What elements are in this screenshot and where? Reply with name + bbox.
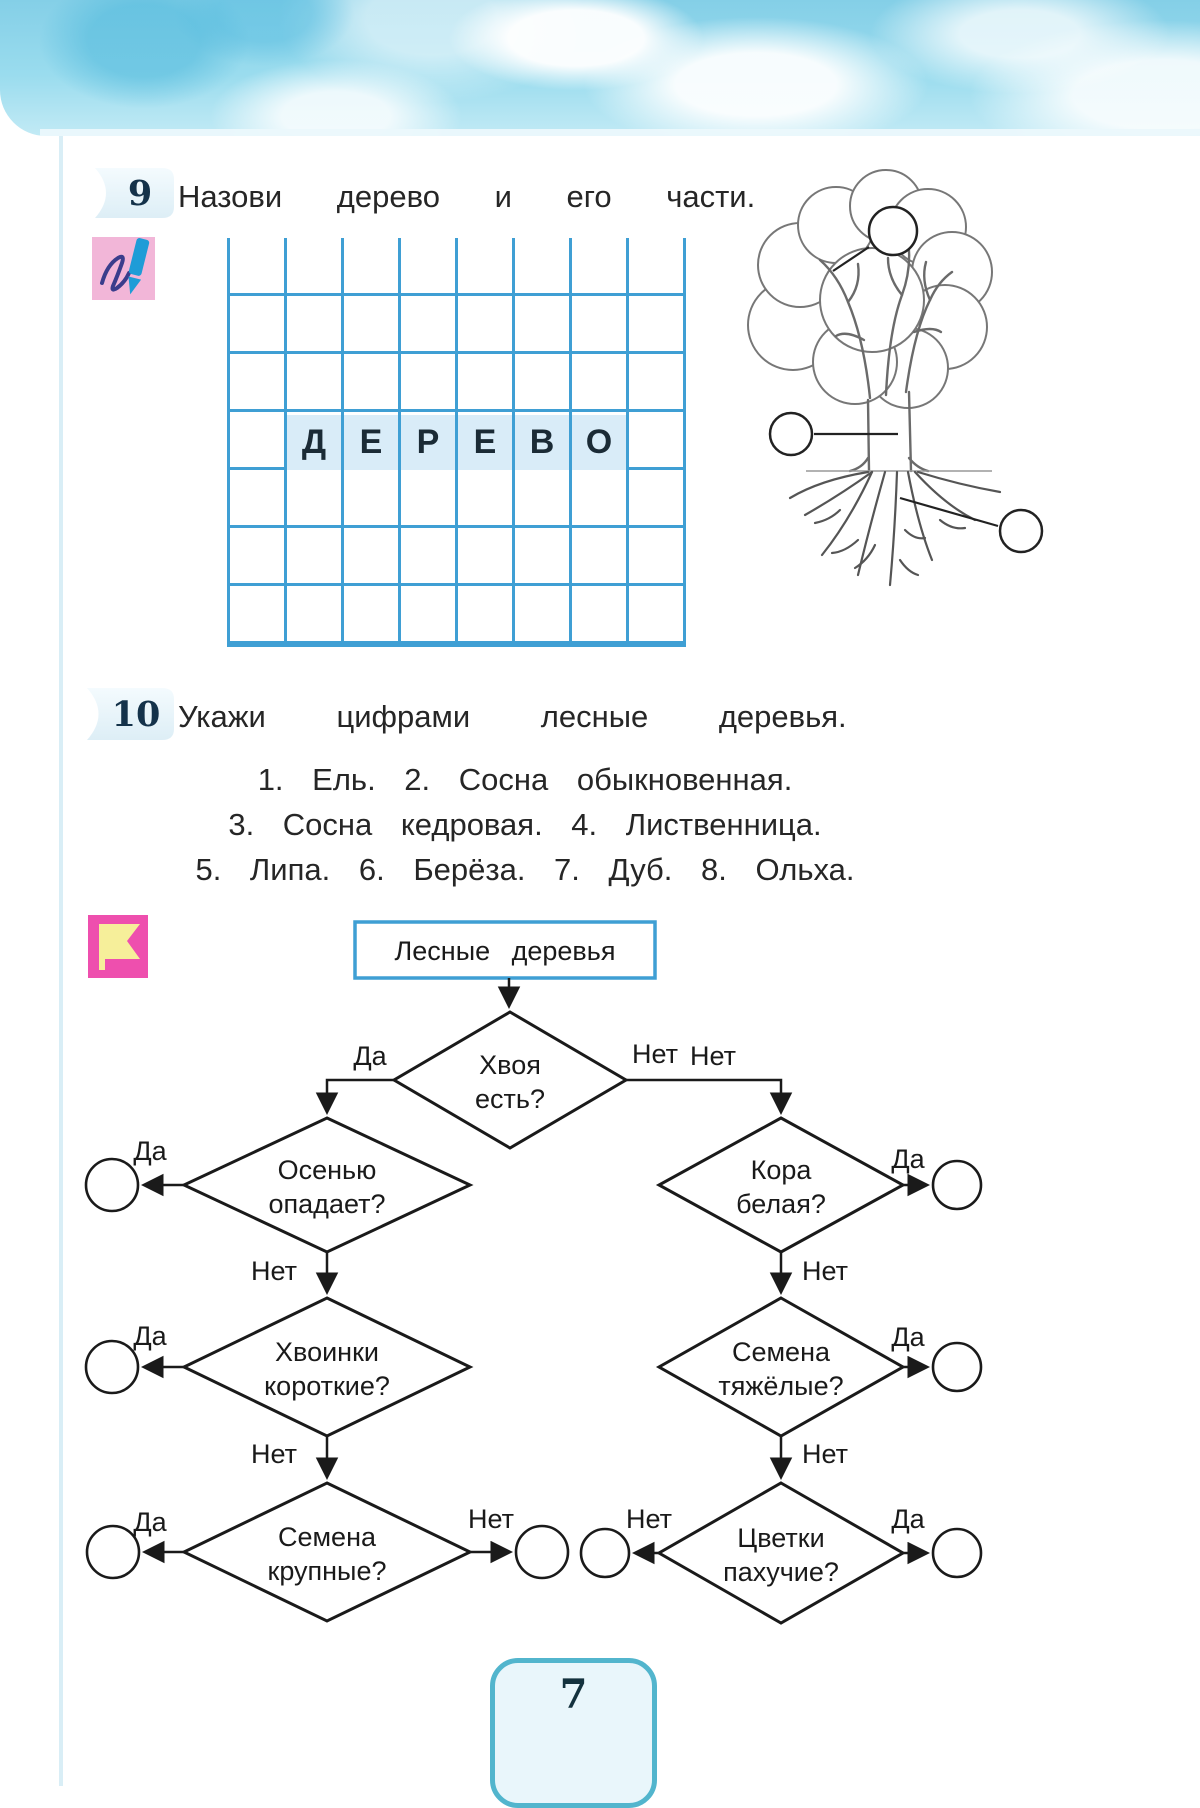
letter-cell: Д [287, 415, 341, 470]
diamond-heavy-seeds-line2: тяжёлые? [718, 1371, 844, 1401]
tree-roots [790, 472, 1000, 585]
diamond-white-bark-line1: Кора [750, 1155, 812, 1185]
label-no: Нет [690, 1041, 736, 1071]
diamond-needles [394, 1012, 626, 1148]
answer-circle [86, 1159, 138, 1211]
letter-cell: Р [401, 415, 455, 470]
task9-number-badge [92, 168, 174, 218]
flow-branch-left [327, 1080, 394, 1110]
diamond-heavy-seeds [659, 1298, 903, 1436]
diamond-heavy-seeds-line1: Семена [731, 1337, 831, 1367]
diamond-large-seeds-line1: Семена [277, 1522, 377, 1552]
answer-circle [86, 1341, 138, 1393]
flowchart-root-label: Лесные деревья [394, 936, 616, 966]
tree-crown [748, 170, 992, 408]
answer-circle [87, 1526, 139, 1578]
task10-title: Укажи цифрами лесные деревья. [178, 699, 847, 734]
tree-list-line: 1. Ель. 2. Сосна обыкновенная. [257, 762, 793, 797]
decision-flowchart [60, 900, 1060, 1670]
label-no: Нет [251, 1256, 297, 1286]
tree-illustration [690, 165, 1060, 592]
answer-circle-crown [869, 207, 917, 255]
diamond-falls-line1: Осенью [277, 1155, 377, 1185]
label-no: Нет [632, 1039, 678, 1069]
page-number: 7 [559, 1671, 588, 1718]
diamond-white-bark [659, 1118, 903, 1252]
answer-circle-roots [1000, 510, 1042, 552]
task9-number: 9 [127, 172, 153, 214]
label-no: Нет [251, 1439, 297, 1469]
diamond-white-bark-line2: белая? [736, 1189, 826, 1219]
answer-circle [933, 1529, 981, 1577]
diamond-large-seeds [184, 1483, 470, 1621]
label-yes: Да [891, 1504, 925, 1534]
flow-branch-right [626, 1080, 781, 1110]
letter-cell: О [572, 415, 626, 470]
diamond-fragrant-flowers-line1: Цветки [737, 1523, 825, 1553]
diamond-short-needles-line2: короткие? [264, 1371, 390, 1401]
diamond-large-seeds-line2: крупные? [267, 1556, 387, 1586]
tree-list-line: 3. Сосна кедровая. 4. Лиственница. [228, 807, 822, 842]
letter-cell: Е [344, 415, 398, 470]
label-yes: Да [133, 1507, 167, 1537]
pen-icon [92, 237, 155, 300]
label-yes: Да [353, 1041, 387, 1071]
label-yes: Да [133, 1321, 167, 1351]
diamond-falls-line2: опадает? [268, 1189, 386, 1219]
answer-circle [933, 1343, 981, 1391]
diamond-short-needles [184, 1298, 470, 1436]
diamond-short-needles-line1: Хвоинки [275, 1337, 379, 1367]
diamond-needles-line2: есть? [475, 1084, 545, 1114]
roots-callout-line [900, 498, 998, 526]
task10-number: 10 [111, 693, 161, 735]
letter-cell: Е [458, 415, 512, 470]
label-no: Нет [802, 1256, 848, 1286]
tree-list-line: 5. Липа. 6. Берёза. 7. Дуб. 8. Ольха. [195, 852, 855, 887]
label-yes: Да [891, 1322, 925, 1352]
label-no: Нет [468, 1504, 514, 1534]
label-no: Нет [626, 1504, 672, 1534]
answer-circle [581, 1529, 629, 1577]
answer-circle [933, 1161, 981, 1209]
diamond-needles-line1: Хвоя [479, 1050, 541, 1080]
label-no: Нет [802, 1439, 848, 1469]
diamond-fragrant-flowers-line2: пахучие? [723, 1557, 839, 1587]
letter-cell: В [515, 415, 569, 470]
diamond-fragrant-flowers [659, 1483, 903, 1623]
tree-list [105, 757, 945, 892]
task10-number-badge [84, 688, 174, 740]
diamond-falls-autumn [184, 1118, 470, 1252]
label-yes: Да [891, 1144, 925, 1174]
crossword-grid [227, 238, 686, 647]
sky-banner [0, 0, 1200, 136]
label-yes: Да [133, 1136, 167, 1166]
answer-circle-trunk [770, 413, 812, 455]
answer-circle [516, 1526, 568, 1578]
task9-title: Назови дерево и его части. [178, 179, 756, 214]
